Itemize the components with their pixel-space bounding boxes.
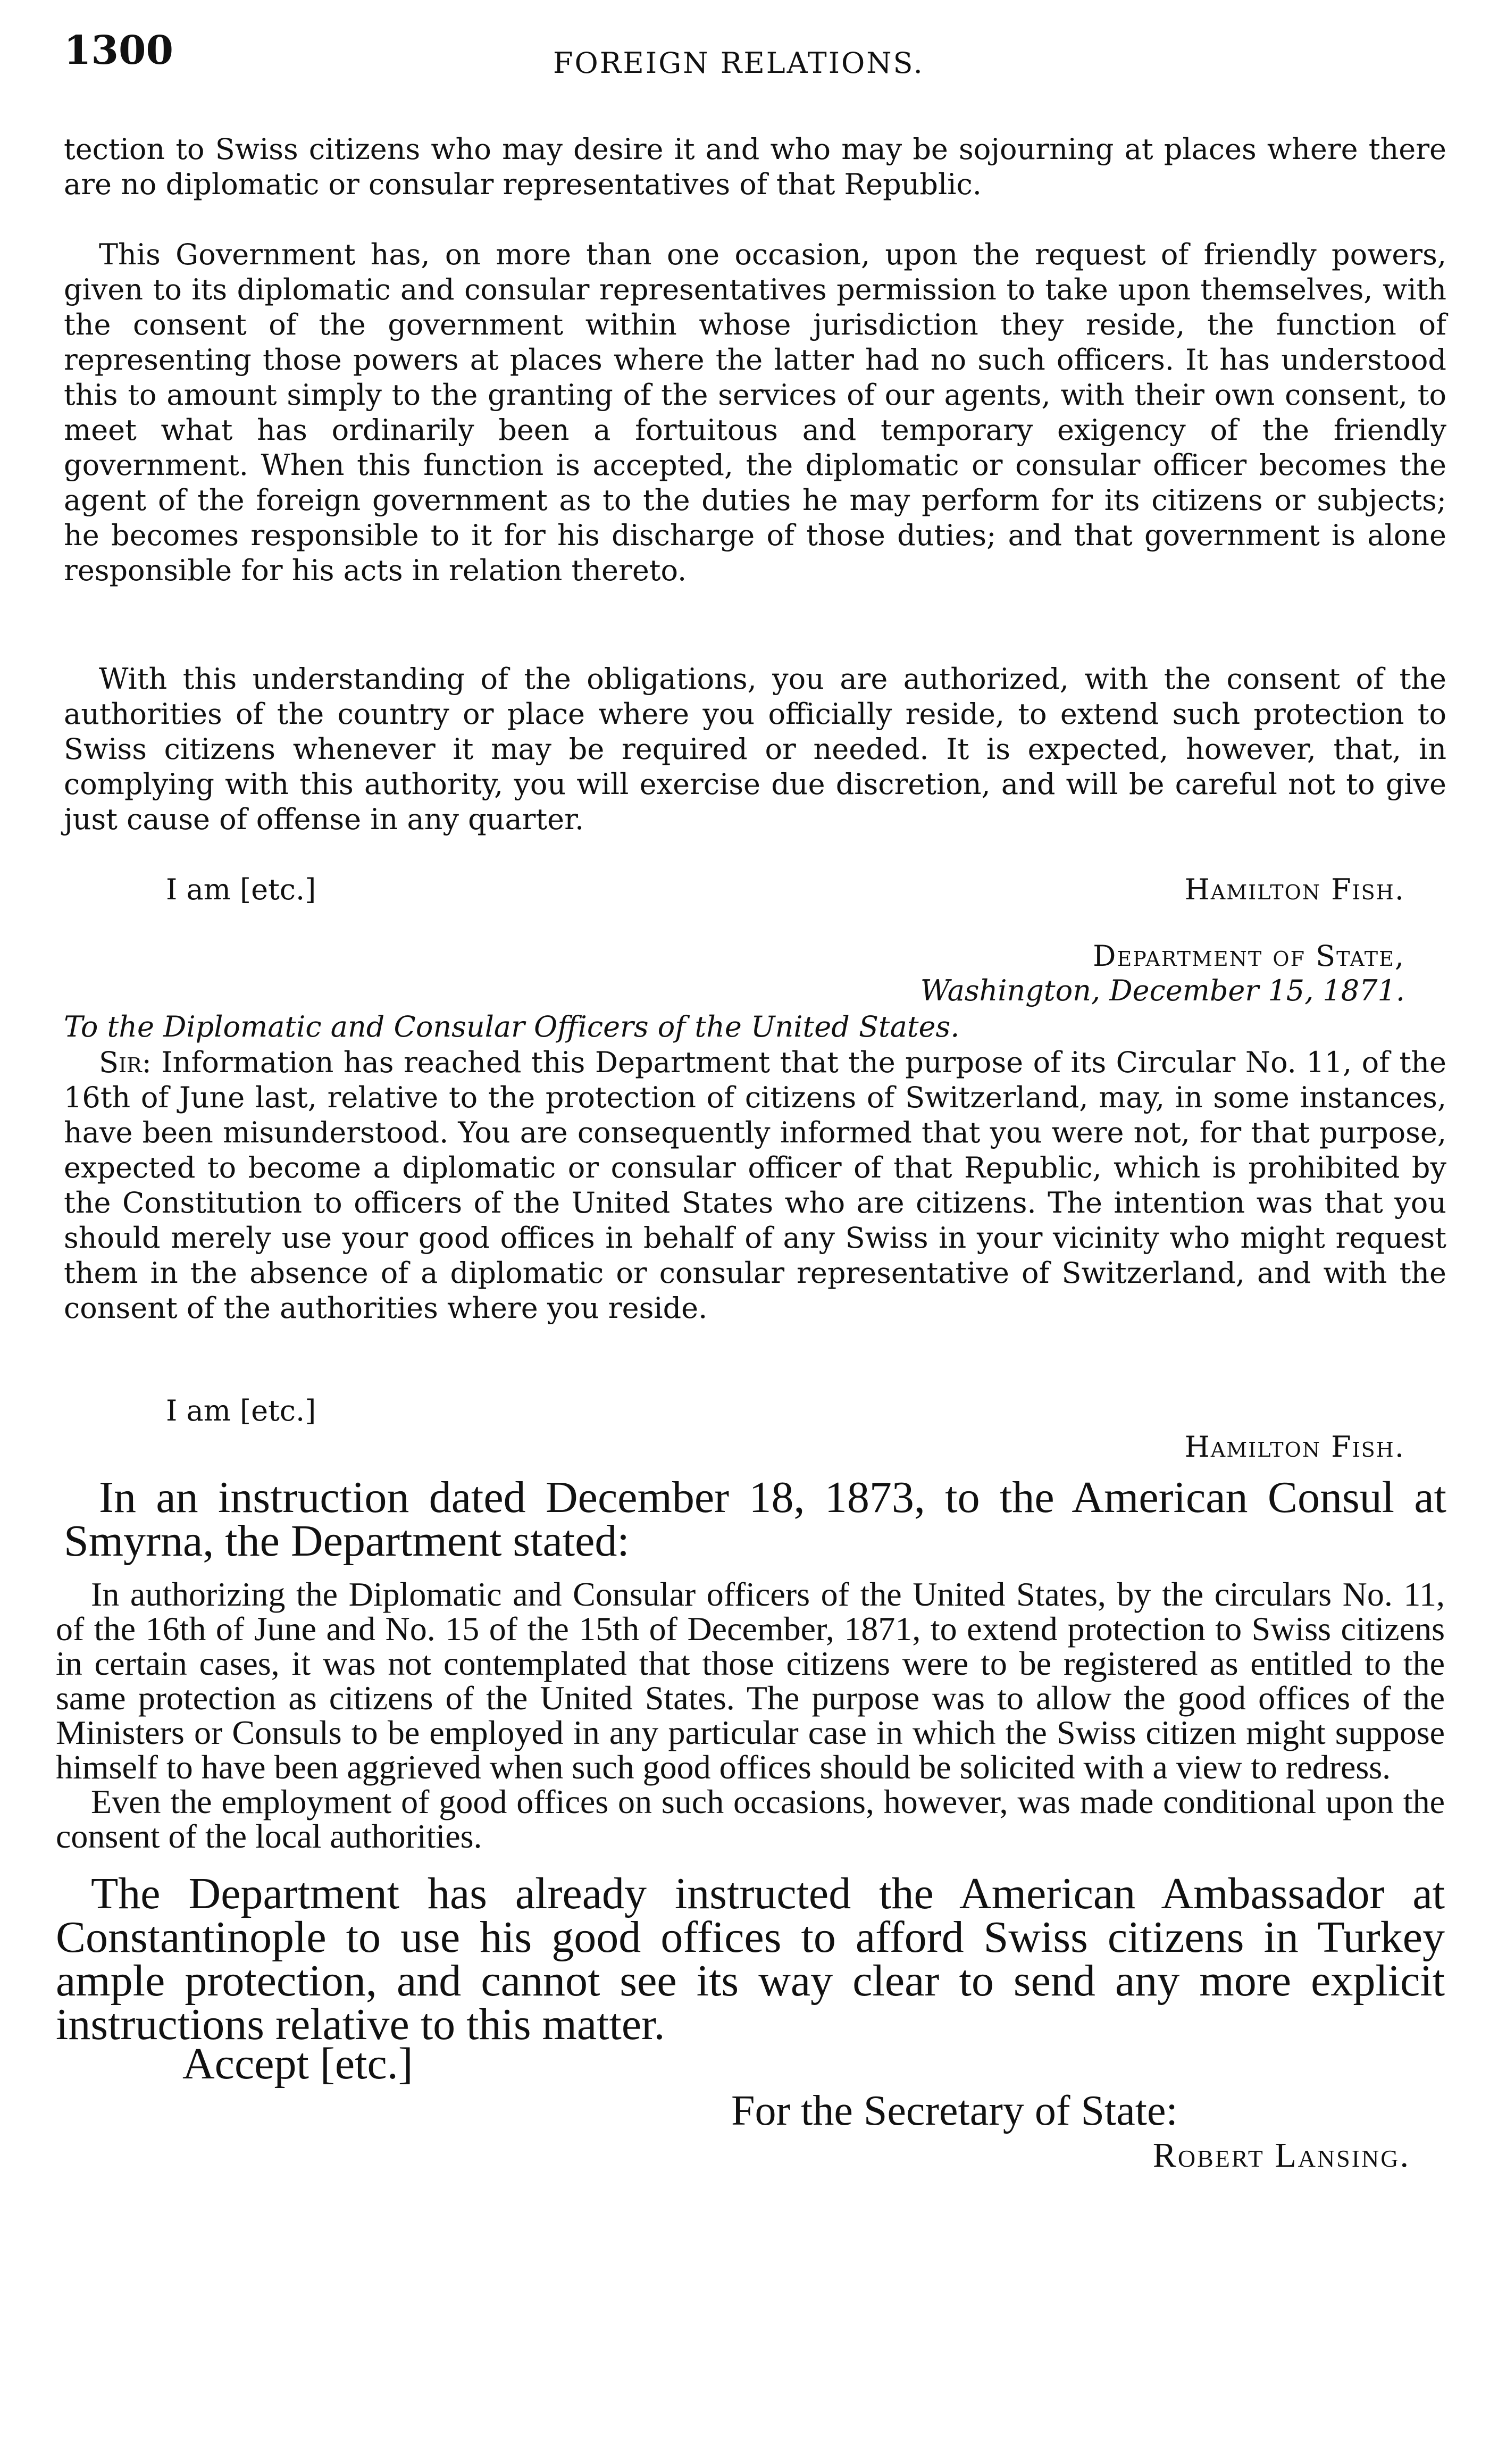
circular-15-signature: Hamilton Fish.	[1184, 1430, 1405, 1464]
smyrna-quote-paragraph-1: In authorizing the Diplomatic and Consular officers of the United States, by the circulars No. 11, of the 16th of June and No. 15 of the 15th of December, 1871, to extend protection to Swiss citizens in certain cases, it was not contemplated that those citizens were to be registered as entitled to the same protection as citizens of the United States. The purpose was to allow the good offices of the Ministers or Consuls to be employed in any particular case in which the Swiss citizen might suppose himself to have been aggrieved when such good offices should be solicited with a view to redress.	[56, 1575, 1445, 1786]
addressee: To the Diplomatic and Consular Officers of the United States.	[64, 1010, 960, 1043]
running-head: FOREIGN RELATIONS.	[553, 46, 924, 80]
smyrna-intro: In an instruction dated December 18, 1873, to the American Consul at Smyrna, the Department stated:	[64, 1473, 1446, 1566]
circular-11-paragraph-1: tection to Swiss citizens who may desire it and who may be sojourning at places where there are no diplomatic or consular representatives of that Republic.	[64, 132, 1446, 201]
circular-15-closing: I am [etc.]	[166, 1394, 316, 1427]
department-heading: Department of State,	[1093, 939, 1405, 973]
circular-11-closing: I am [etc.]	[166, 873, 316, 906]
page-number: 1300	[64, 28, 173, 73]
circular-11-signature: Hamilton Fish.	[1184, 873, 1405, 906]
circular-15-body-text: Information has reached this Department that the purpose of its Circular No. 11, of the 16th of June last, relative to the protection of citizens of Switzerland, may, in some instances, have been misunderstood. You are consequently informed that you were not, for that purpose, expected to become a diplomatic or consular officer of that Republic, which is prohibited by the Constitution to officers of the United States who are citizens. The intention was that you should merely use your good offices in behalf of any Swiss in your vicinity who might request them in the absence of a diplomatic or consular representative of Switzerland, and with the consent of the authorities where you reside.	[64, 1046, 1446, 1325]
circular-15-body	[64, 1045, 1446, 1326]
salutation: Sir:	[99, 1046, 152, 1079]
conclusion-signature: Robert Lansing.	[1152, 2136, 1410, 2175]
conclusion-text: The Department has already instructed the American Ambassador at Constantinople to use his good offices to afford Swiss citizens in Turkey ample protection, and cannot see its way clear to send any more explicit instructions relative to this matter.	[56, 1869, 1445, 2049]
circular-11-paragraph-3: With this understanding of the obligations, you are authorized, with the consent of the authorities of the country or place where you officially reside, to extend such protection to Swiss citizens whenever it may be required or needed. It is expected, however, that, in complying with this authority, you will exercise due discretion, and will be careful not to give just cause of offense in any quarter.	[64, 662, 1446, 836]
dateline: Washington, December 15, 1871.	[920, 974, 1405, 1007]
circular-11-paragraph-2: This Government has, on more than one occasion, upon the request of friendly powers, given to its diplomatic and consular representatives permission to take upon themselves, with the consent of the government within whose jurisdiction they reside, the function of representing those powers at places where the latter had no such officers. It has understood this to amount simply to the granting of the services of our agents, with their own consent, to meet what has ordinarily been a fortuitous and temporary exigency of the friendly government. When this function is accepted, the diplomatic or consular officer becomes the agent of the foreign government as to the duties he may perform for its citizens or subjects; he becomes responsible to it for his discharge of those duties; and that government is alone responsible for his acts in relation thereto.	[64, 238, 1446, 587]
conclusion-closing: Accept [etc.]	[182, 2039, 413, 2089]
smyrna-quote-paragraph-2: Even the employment of good offices on such occasions, however, was made conditional upon the consent of the local authorities.	[56, 1783, 1445, 1855]
for-secretary-line: For the Secretary of State:	[731, 2087, 1178, 2134]
